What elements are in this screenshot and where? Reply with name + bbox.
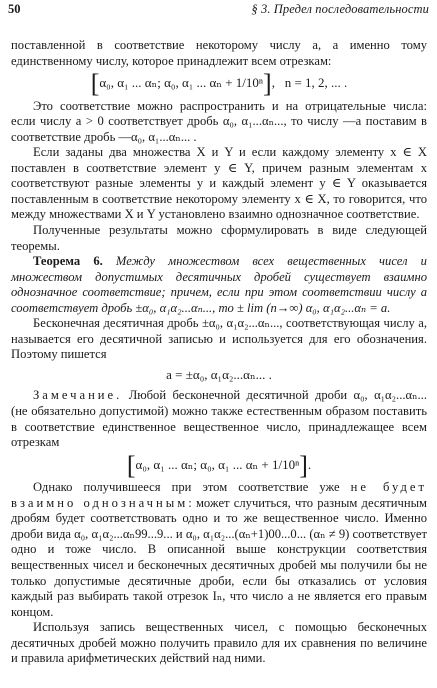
- paragraph-1: поставленной в соответствие некоторому числу a, а именно тому единственному числу, которое принадлежит всем отрезкам:: [11, 38, 427, 68]
- formula-intervals-1: [α₀, α₁ ... αₙ; α₀, α₁ ... αₙ + 1/10ⁿ], n = 1, 2, ... .: [90, 69, 348, 99]
- paragraph-6-spaced: не будет взаимно однозначным: [11, 480, 427, 510]
- theorem-text: Между множеством всех вещественных чисел и множеством допустимых десятичных дробей существует взаимно однозначное соответствие; причем, если при этом соответствии числу a соответствует дробь ±α₀, α₁α₂...αₙ..., то ± lim (n→∞) α₀, α₁α₂...αₙ = a.: [11, 254, 427, 315]
- paragraph-5: Бесконечная десятичная дробь ±α₀, α₁α₂...αₙ..., соответствующая числу a, называется его десятичной записью и используется для его обозначения. Поэтому пишется: [11, 316, 427, 362]
- page-number: 50: [8, 2, 21, 16]
- paragraph-4: Полученные результаты можно сформулировать в виде следующей теоремы.: [11, 223, 427, 253]
- remark-text: Любой бесконечной десятичной дроби α₀, α₁α₂...αₙ... (не обязательно допустимой) можно также естественным образом поставить в соответствие единственное вещественное число, принадлежащее всем отрезкам: [11, 388, 427, 450]
- remark: [11, 388, 427, 450]
- formula-intervals-1-body: α₀, α₁ ... αₙ; α₀, α₁ ... αₙ + 1/10ⁿ: [99, 75, 264, 91]
- theorem-label: Теорема 6.: [33, 254, 103, 269]
- paragraph-6-part2: : может случиться, что разным десятичным дробям будет соответствовать одно и то же вещественное число. Именно дроби вида α₀, α₁α₂...αₙ99...9... и α₀, α₁α₂...(αₙ+1)00...0... (αₙ ≠ 9) соответствует одно и тоже число. В описанной выше конструкции соответствия вещественных чисел и бесконечных десятичных дробей мы получили бы не только допустимые десятичные дроби, если бы отказались от условия каждый раз выбирать такой отрезок Iₙ, что число a не является его правым концом.: [11, 495, 427, 619]
- theorem-6: [11, 254, 427, 316]
- paragraph-6-part1: Однако получившееся при этом соответствие уже: [33, 480, 340, 495]
- paragraph-6: [11, 480, 427, 620]
- paragraph-3: Если заданы два множества X и Y и если каждому элементу x ∈ X поставлен в соответствие элемент y ∈ Y, причем разным элементам x соответствуют разные элементы y и каждый элемент y ∈ Y оказывается поставленным в соответствие некоторому элементу x ∈ X, то говорится, что между множествами X и Y установлено взаимно однозначное соответствие.: [11, 145, 427, 222]
- page-header: [8, 2, 429, 20]
- formula-intervals-2: [α₀, α₁ ... αₙ; α₀, α₁ ... αₙ + 1/10ⁿ].: [126, 450, 312, 480]
- formula-decimal-notation: a = ±α₀, α₁α₂...αₙ... .: [166, 366, 272, 382]
- formula-intervals-2-body: α₀, α₁ ... αₙ; α₀, α₁ ... αₙ + 1/10ⁿ: [135, 456, 300, 472]
- paragraph-7: Используя запись вещественных чисел, с помощью бесконечных десятичных дробей можно получить правило для их сравнения по величине и правила арифметических действий над ними.: [11, 620, 427, 666]
- formula-intervals-1-tail: n = 1, 2, ... .: [284, 75, 348, 91]
- page-body: [11, 38, 427, 667]
- remark-label: Замечание.: [33, 388, 123, 403]
- running-title: § 3. Предел последовательности: [251, 2, 429, 16]
- paragraph-2: Это соответствие можно распространить и на отрицательные числа: если числу a > 0 соответствует дробь α₀, α₁...αₙ..., то числу —a поставим в соответствие дробь —α₀, α₁...αₙ... .: [11, 98, 427, 144]
